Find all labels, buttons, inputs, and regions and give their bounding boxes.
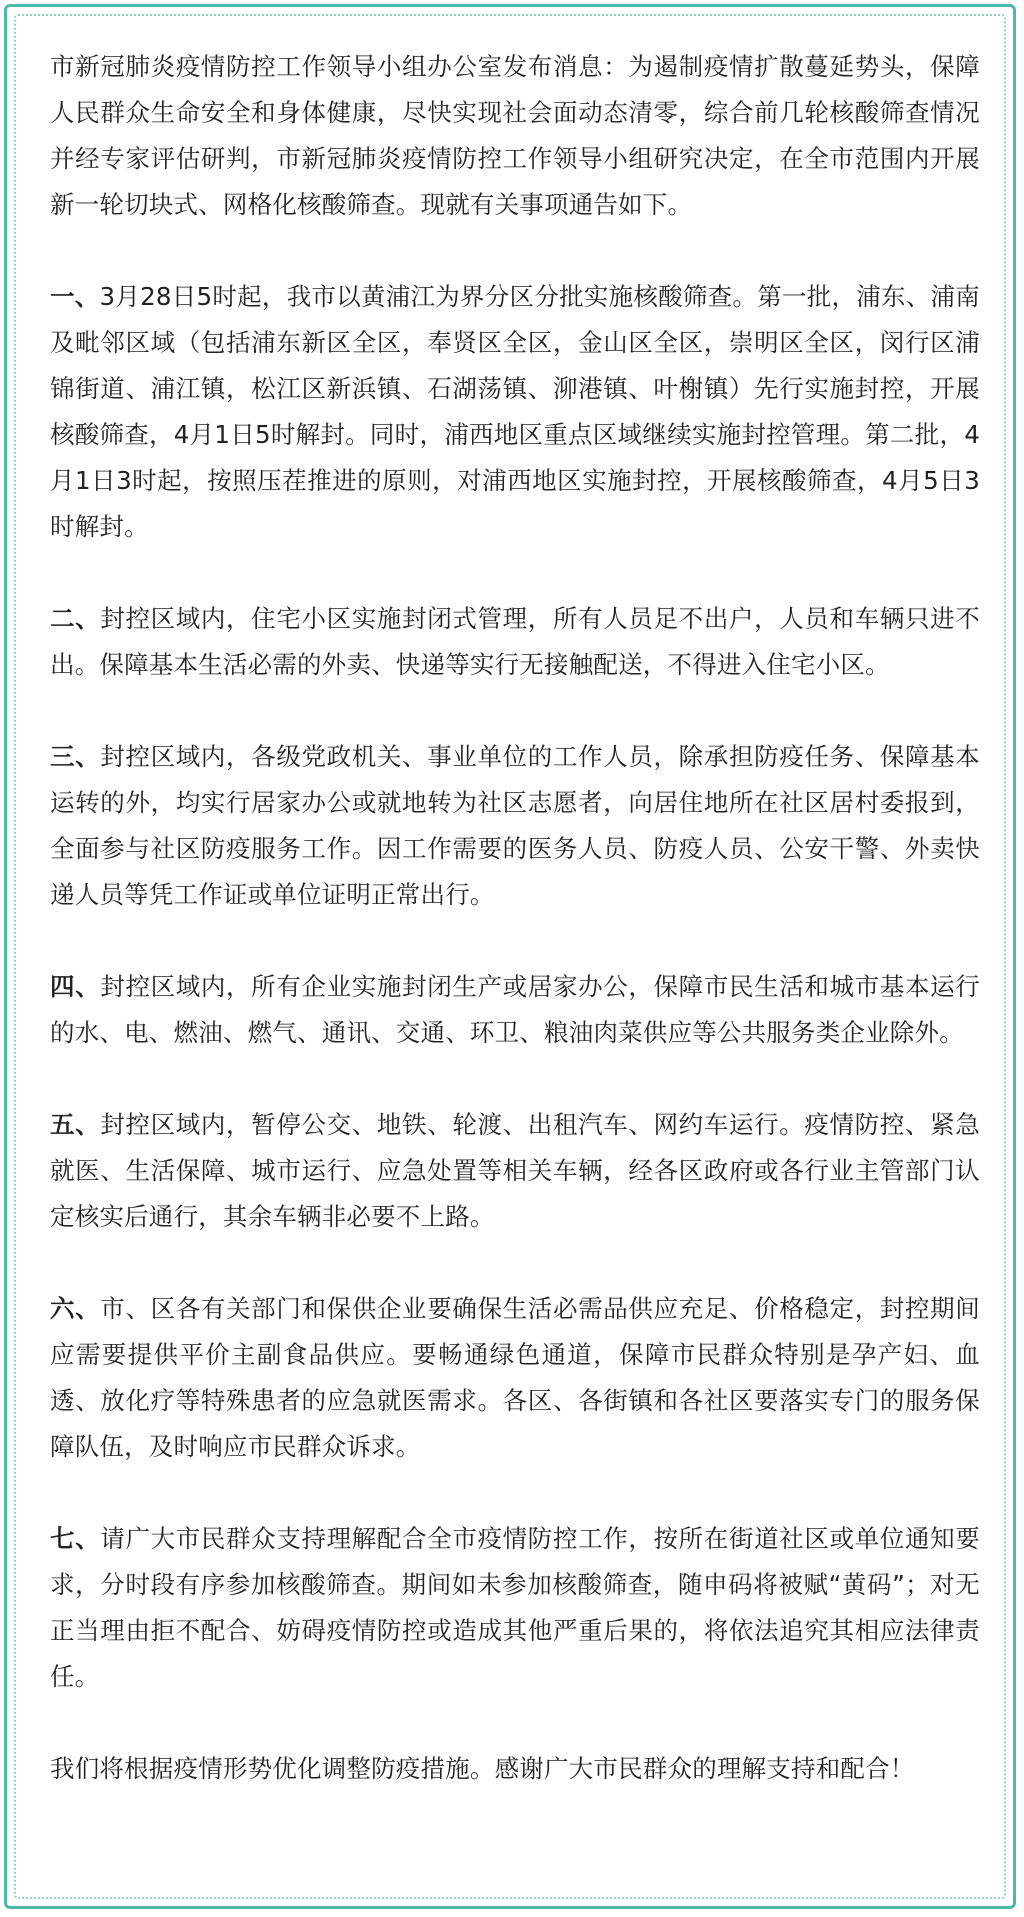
item-paragraph [50,734,980,918]
item-number: 二、 [50,604,101,633]
item-paragraph [50,596,980,688]
item-text: 封控区域内，所有企业实施封闭生产或居家办公，保障市民生活和城市基本运行的水、电、燃油、燃气、通讯、交通、环卫、粮油肉菜供应等公共服务类企业除外。 [50,972,980,1047]
item-number: 一、 [50,282,100,311]
closing-paragraph: 我们将根据疫情形势优化调整防疫措施。感谢广大市民群众的理解支持和配合！ [50,1754,915,1783]
item-number: 四、 [50,972,101,1001]
item-number: 七、 [50,1524,101,1553]
item-number: 三、 [50,742,101,771]
item-text: 封控区域内，住宅小区实施封闭式管理，所有人员足不出户，人员和车辆只进不出。保障基本生活必需的外卖、快递等实行无接触配送，不得进入住宅小区。 [50,604,980,679]
intro-paragraph: 市新冠肺炎疫情防控工作领导小组办公室发布消息：为遏制疫情扩散蔓延势头，保障人民群众生命安全和身体健康，尽快实现社会面动态清零，综合前几轮核酸筛查情况并经专家评估研判，市新冠肺炎疫情防控工作领导小组研究决定，在全市范围内开展新一轮切块式、网格化核酸筛查。现就有关事项通告如下。 [50,52,980,219]
item-text: 请广大市民群众支持理解配合全市疫情防控工作，按所在街道社区或单位通知要求，分时段有序参加核酸筛查。期间如未参加核酸筛查，随申码将被赋“黄码”；对无正当理由拒不配合、妨碍疫情防控或造成其他严重后果的，将依法追究其相应法律责任。 [50,1524,980,1691]
item-paragraph [50,274,980,550]
item-paragraph [50,964,980,1056]
item-text: 市、区各有关部门和保供企业要确保生活必需品供应充足、价格稳定，封控期间应需要提供平价主副食品供应。要畅通绿色通道，保障市民群众特别是孕产妇、血透、放化疗等特殊患者的应急就医需求。各区、各街镇和各社区要落实专门的服务保障队伍，及时响应市民群众诉求。 [50,1294,980,1461]
item-number: 六、 [50,1294,101,1323]
item-number: 五、 [50,1110,101,1139]
notice-body [50,44,980,1838]
item-text: 封控区域内，暂停公交、地铁、轮渡、出租汽车、网约车运行。疫情防控、紧急就医、生活保障、城市运行、应急处置等相关车辆，经各区政府或各行业主管部门认定核实后通行，其余车辆非必要不上路。 [50,1110,980,1231]
item-paragraph [50,1286,980,1470]
item-text: 3月28日5时起，我市以黄浦江为界分区分批实施核酸筛查。第一批，浦东、浦南及毗邻区域（包括浦东新区全区，奉贤区全区，金山区全区，崇明区全区，闵行区浦锦街道、浦江镇，松江区新浜镇、石湖荡镇、泖港镇、叶榭镇）先行实施封控，开展核酸筛查，4月1日5时解封。同时，浦西地区重点区域继续实施封控管理。第二批，4月1日3时起，按照压茬推进的原则，对浦西地区实施封控，开展核酸筛查，4月5日3时解封。 [50,282,980,541]
item-paragraph [50,1102,980,1240]
item-paragraph [50,1516,980,1700]
item-text: 封控区域内，各级党政机关、事业单位的工作人员，除承担防疫任务、保障基本运转的外，均实行居家办公或就地转为社区志愿者，向居住地所在社区居村委报到，全面参与社区防疫服务工作。因工作需要的医务人员、防疫人员、公安干警、外卖快递人员等凭工作证或单位证明正常出行。 [50,742,980,909]
